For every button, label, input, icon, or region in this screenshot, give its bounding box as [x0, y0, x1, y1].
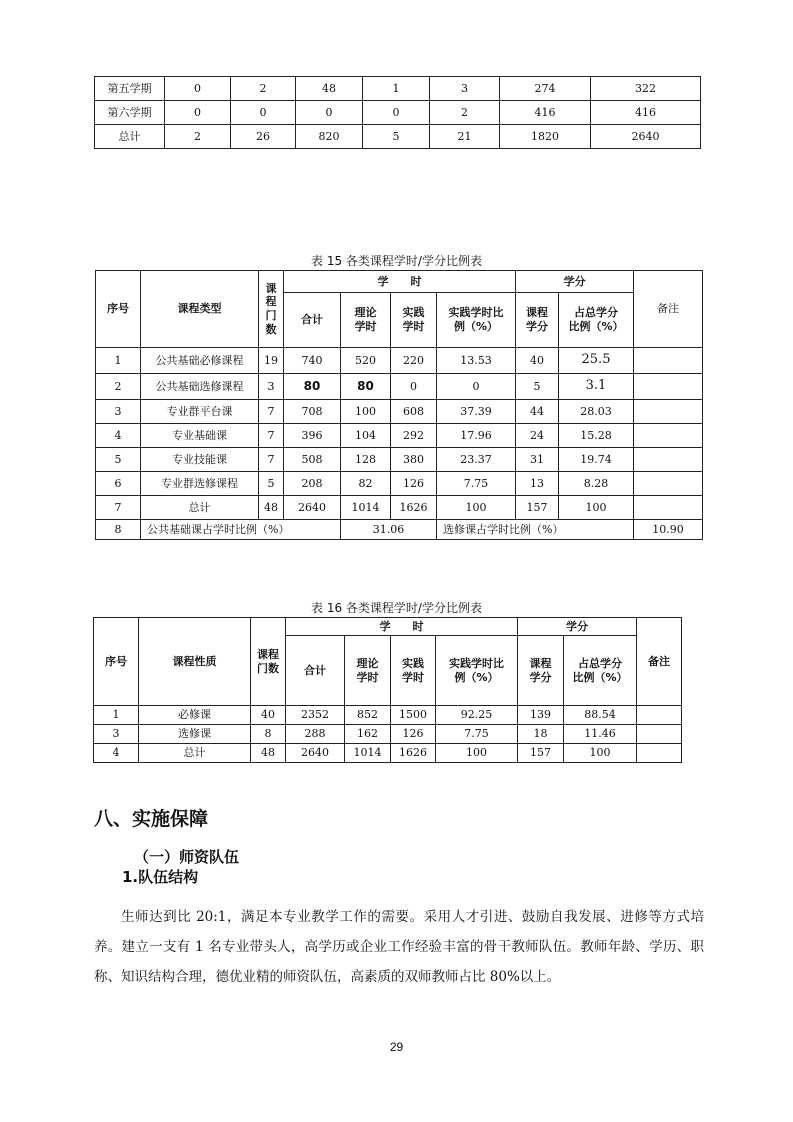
footer-label-elective-ratio: 选修课占学时比例（%） [437, 520, 634, 540]
cell-credit-ratio: 28.03 [559, 400, 634, 424]
cell-total: 2640 [286, 744, 345, 763]
cell: 26 [231, 125, 296, 149]
cell: 1 [363, 77, 430, 101]
header-no: 序号 [96, 271, 141, 348]
table-row [94, 744, 682, 763]
table-row [95, 101, 701, 125]
cell-theory: 520 [341, 348, 391, 374]
footer-label-public-ratio: 公共基础课占学时比例（%） [141, 520, 341, 540]
cell-credit-ratio: 100 [564, 744, 637, 763]
cell-credits: 40 [516, 348, 559, 374]
cell-credit-ratio: 15.28 [559, 424, 634, 448]
cell-no: 5 [96, 448, 141, 472]
cell-no: 4 [96, 424, 141, 448]
footer-value-public-ratio: 31.06 [341, 520, 437, 540]
table-row [96, 424, 703, 448]
cell-no: 6 [96, 472, 141, 496]
cell: 416 [591, 101, 701, 125]
cell-practice: 380 [391, 448, 437, 472]
section-heading: 八、实施保障 [94, 808, 209, 830]
cell: 5 [363, 125, 430, 149]
cell-no: 8 [96, 520, 141, 540]
course-type-ratio-table [95, 270, 703, 540]
header-theory: 理论 学时 [341, 293, 391, 348]
subsection-heading: （一）师资队伍 [134, 848, 240, 866]
cell-ratio: 17.96 [437, 424, 516, 448]
cell-no: 1 [96, 348, 141, 374]
table-row [94, 706, 682, 725]
cell-no: 7 [96, 496, 141, 520]
table-row [96, 374, 703, 400]
cell-total: 2640 [284, 496, 341, 520]
cell-ratio: 92.25 [436, 706, 518, 725]
cell: 2 [430, 101, 500, 125]
header-theory: 理论 学时 [345, 636, 391, 706]
cell-count: 19 [259, 348, 284, 374]
header-practice: 实践 学时 [391, 636, 436, 706]
cell-theory: 162 [345, 725, 391, 744]
header-hours-group: 学 时 [284, 271, 516, 293]
cell-credit-ratio: 88.54 [564, 706, 637, 725]
cell-ratio: 7.75 [436, 725, 518, 744]
cell-credit-ratio: 3.1 [559, 374, 634, 400]
cell-count: 8 [251, 725, 286, 744]
cell-type: 公共基础必修课程 [141, 348, 259, 374]
cell-credits: 139 [518, 706, 564, 725]
cell-credits: 31 [516, 448, 559, 472]
cell-credit-ratio: 100 [559, 496, 634, 520]
header-credit-group: 学分 [518, 618, 637, 636]
cell-credits: 24 [516, 424, 559, 448]
cell-credit-ratio: 25.5 [559, 348, 634, 374]
cell-credits: 18 [518, 725, 564, 744]
header-type: 课程类型 [141, 271, 259, 348]
cell-theory: 852 [345, 706, 391, 725]
cell-ratio: 37.39 [437, 400, 516, 424]
cell-ratio: 7.75 [437, 472, 516, 496]
cell-credits: 5 [516, 374, 559, 400]
table15-caption: 表 15 各类课程学时/学分比例表 [311, 254, 482, 268]
footer-value-elective-ratio: 10.90 [634, 520, 703, 540]
cell-count: 3 [259, 374, 284, 400]
cell: 820 [296, 125, 363, 149]
cell-credits: 13 [516, 472, 559, 496]
cell-practice: 220 [391, 348, 437, 374]
cell: 416 [500, 101, 591, 125]
cell: 2640 [591, 125, 701, 149]
row-label: 第五学期 [95, 77, 165, 101]
cell-practice: 0 [391, 374, 437, 400]
cell-practice: 1626 [391, 744, 436, 763]
header-practice-ratio: 实践学时比 例（%） [436, 636, 518, 706]
cell-theory: 104 [341, 424, 391, 448]
header-practice-ratio: 实践学时比 例（%） [437, 293, 516, 348]
cell: 1820 [500, 125, 591, 149]
cell-count: 48 [259, 496, 284, 520]
cell-practice: 126 [391, 725, 436, 744]
semester-hours-table [94, 76, 701, 149]
cell-no: 2 [96, 374, 141, 400]
cell-credits: 157 [516, 496, 559, 520]
cell-type: 专业基础课 [141, 424, 259, 448]
cell: 2 [231, 77, 296, 101]
cell-type: 总计 [141, 496, 259, 520]
cell-ratio: 13.53 [437, 348, 516, 374]
cell-remark [637, 725, 682, 744]
row-label: 总计 [95, 125, 165, 149]
cell-ratio: 100 [437, 496, 516, 520]
cell-nature: 选修课 [139, 725, 251, 744]
cell-type: 专业技能课 [141, 448, 259, 472]
cell-theory: 82 [341, 472, 391, 496]
cell-no: 4 [94, 744, 139, 763]
cell-total: 208 [284, 472, 341, 496]
cell-total: 508 [284, 448, 341, 472]
cell-nature: 总计 [139, 744, 251, 763]
body-paragraph: 生师达到比 20:1，满足本专业教学工作的需要。采用人才引进、鼓励自我发展、进修等方式培养。建立一支有 1 名专业带头人，高学历或企业工作经验丰富的骨干教师队伍。教师年龄、学历、职称、知识结构合理，德优业精的师资队伍，高素质的双师教师占比 80%以上。 [94, 909, 704, 985]
header-credits: 课程 学分 [516, 293, 559, 348]
cell-ratio: 23.37 [437, 448, 516, 472]
table-row [95, 125, 701, 149]
cell: 0 [231, 101, 296, 125]
cell-remark [634, 448, 703, 472]
cell-remark [637, 744, 682, 763]
cell-remark [634, 374, 703, 400]
cell-no: 3 [96, 400, 141, 424]
header-count: 课程 门数 [251, 618, 286, 706]
header-credits: 课程 学分 [518, 636, 564, 706]
table-row [96, 496, 703, 520]
header-practice: 实践 学时 [391, 293, 437, 348]
cell-credits: 44 [516, 400, 559, 424]
cell-total: 740 [284, 348, 341, 374]
cell: 0 [165, 101, 231, 125]
cell-count: 48 [251, 744, 286, 763]
cell-type: 公共基础选修课程 [141, 374, 259, 400]
cell-remark [634, 424, 703, 448]
row-label: 第六学期 [95, 101, 165, 125]
course-nature-ratio-table [93, 617, 682, 763]
cell-remark [634, 400, 703, 424]
cell-remark [634, 348, 703, 374]
cell-total: 80 [284, 374, 341, 400]
header-hours-group: 学 时 [286, 618, 518, 636]
cell-type: 专业群平台课 [141, 400, 259, 424]
cell-theory: 100 [341, 400, 391, 424]
cell-remark [637, 706, 682, 725]
header-no: 序号 [94, 618, 139, 706]
cell-credits: 157 [518, 744, 564, 763]
cell-theory: 128 [341, 448, 391, 472]
cell-theory: 1014 [341, 496, 391, 520]
cell: 0 [363, 101, 430, 125]
table-row [96, 400, 703, 424]
header-total: 合计 [286, 636, 345, 706]
cell-count: 7 [259, 424, 284, 448]
cell-total: 288 [286, 725, 345, 744]
cell-count: 7 [259, 448, 284, 472]
cell-practice: 1626 [391, 496, 437, 520]
cell-type: 专业群选修课程 [141, 472, 259, 496]
header-remark: 备注 [634, 271, 703, 348]
cell-practice: 292 [391, 424, 437, 448]
header-credit-ratio: 占总学分 比例（%） [559, 293, 634, 348]
cell-no: 3 [94, 725, 139, 744]
cell-no: 1 [94, 706, 139, 725]
cell-practice: 126 [391, 472, 437, 496]
cell-remark [634, 472, 703, 496]
table-row [96, 348, 703, 374]
cell: 3 [430, 77, 500, 101]
cell-nature: 必修课 [139, 706, 251, 725]
cell: 2 [165, 125, 231, 149]
table-row [94, 725, 682, 744]
cell: 0 [165, 77, 231, 101]
header-credit-group: 学分 [516, 271, 634, 293]
table-row [96, 448, 703, 472]
cell-credit-ratio: 8.28 [559, 472, 634, 496]
cell-count: 40 [251, 706, 286, 725]
cell: 21 [430, 125, 500, 149]
cell-theory: 80 [341, 374, 391, 400]
cell: 322 [591, 77, 701, 101]
cell-count: 7 [259, 400, 284, 424]
cell-credit-ratio: 11.46 [564, 725, 637, 744]
cell-credit-ratio: 19.74 [559, 448, 634, 472]
cell: 274 [500, 77, 591, 101]
cell-total: 396 [284, 424, 341, 448]
header-credit-ratio: 占总学分 比例（%） [564, 636, 637, 706]
cell-remark [634, 496, 703, 520]
cell-practice: 608 [391, 400, 437, 424]
table-footer-row [96, 520, 703, 540]
cell: 0 [296, 101, 363, 125]
header-nature: 课程性质 [139, 618, 251, 706]
subsubsection-heading: 1.队伍结构 [122, 868, 199, 886]
cell-theory: 1014 [345, 744, 391, 763]
cell: 48 [296, 77, 363, 101]
cell-practice: 1500 [391, 706, 436, 725]
cell-ratio: 0 [437, 374, 516, 400]
table-row [95, 77, 701, 101]
cell-total: 708 [284, 400, 341, 424]
header-total: 合计 [284, 293, 341, 348]
table16-caption: 表 16 各类课程学时/学分比例表 [311, 601, 482, 615]
cell-total: 2352 [286, 706, 345, 725]
header-remark: 备注 [637, 618, 682, 706]
cell-count: 5 [259, 472, 284, 496]
cell-ratio: 100 [436, 744, 518, 763]
header-count: 课 程 门 数 [259, 271, 284, 348]
table-row [96, 472, 703, 496]
page-number: 29 [389, 1040, 404, 1054]
